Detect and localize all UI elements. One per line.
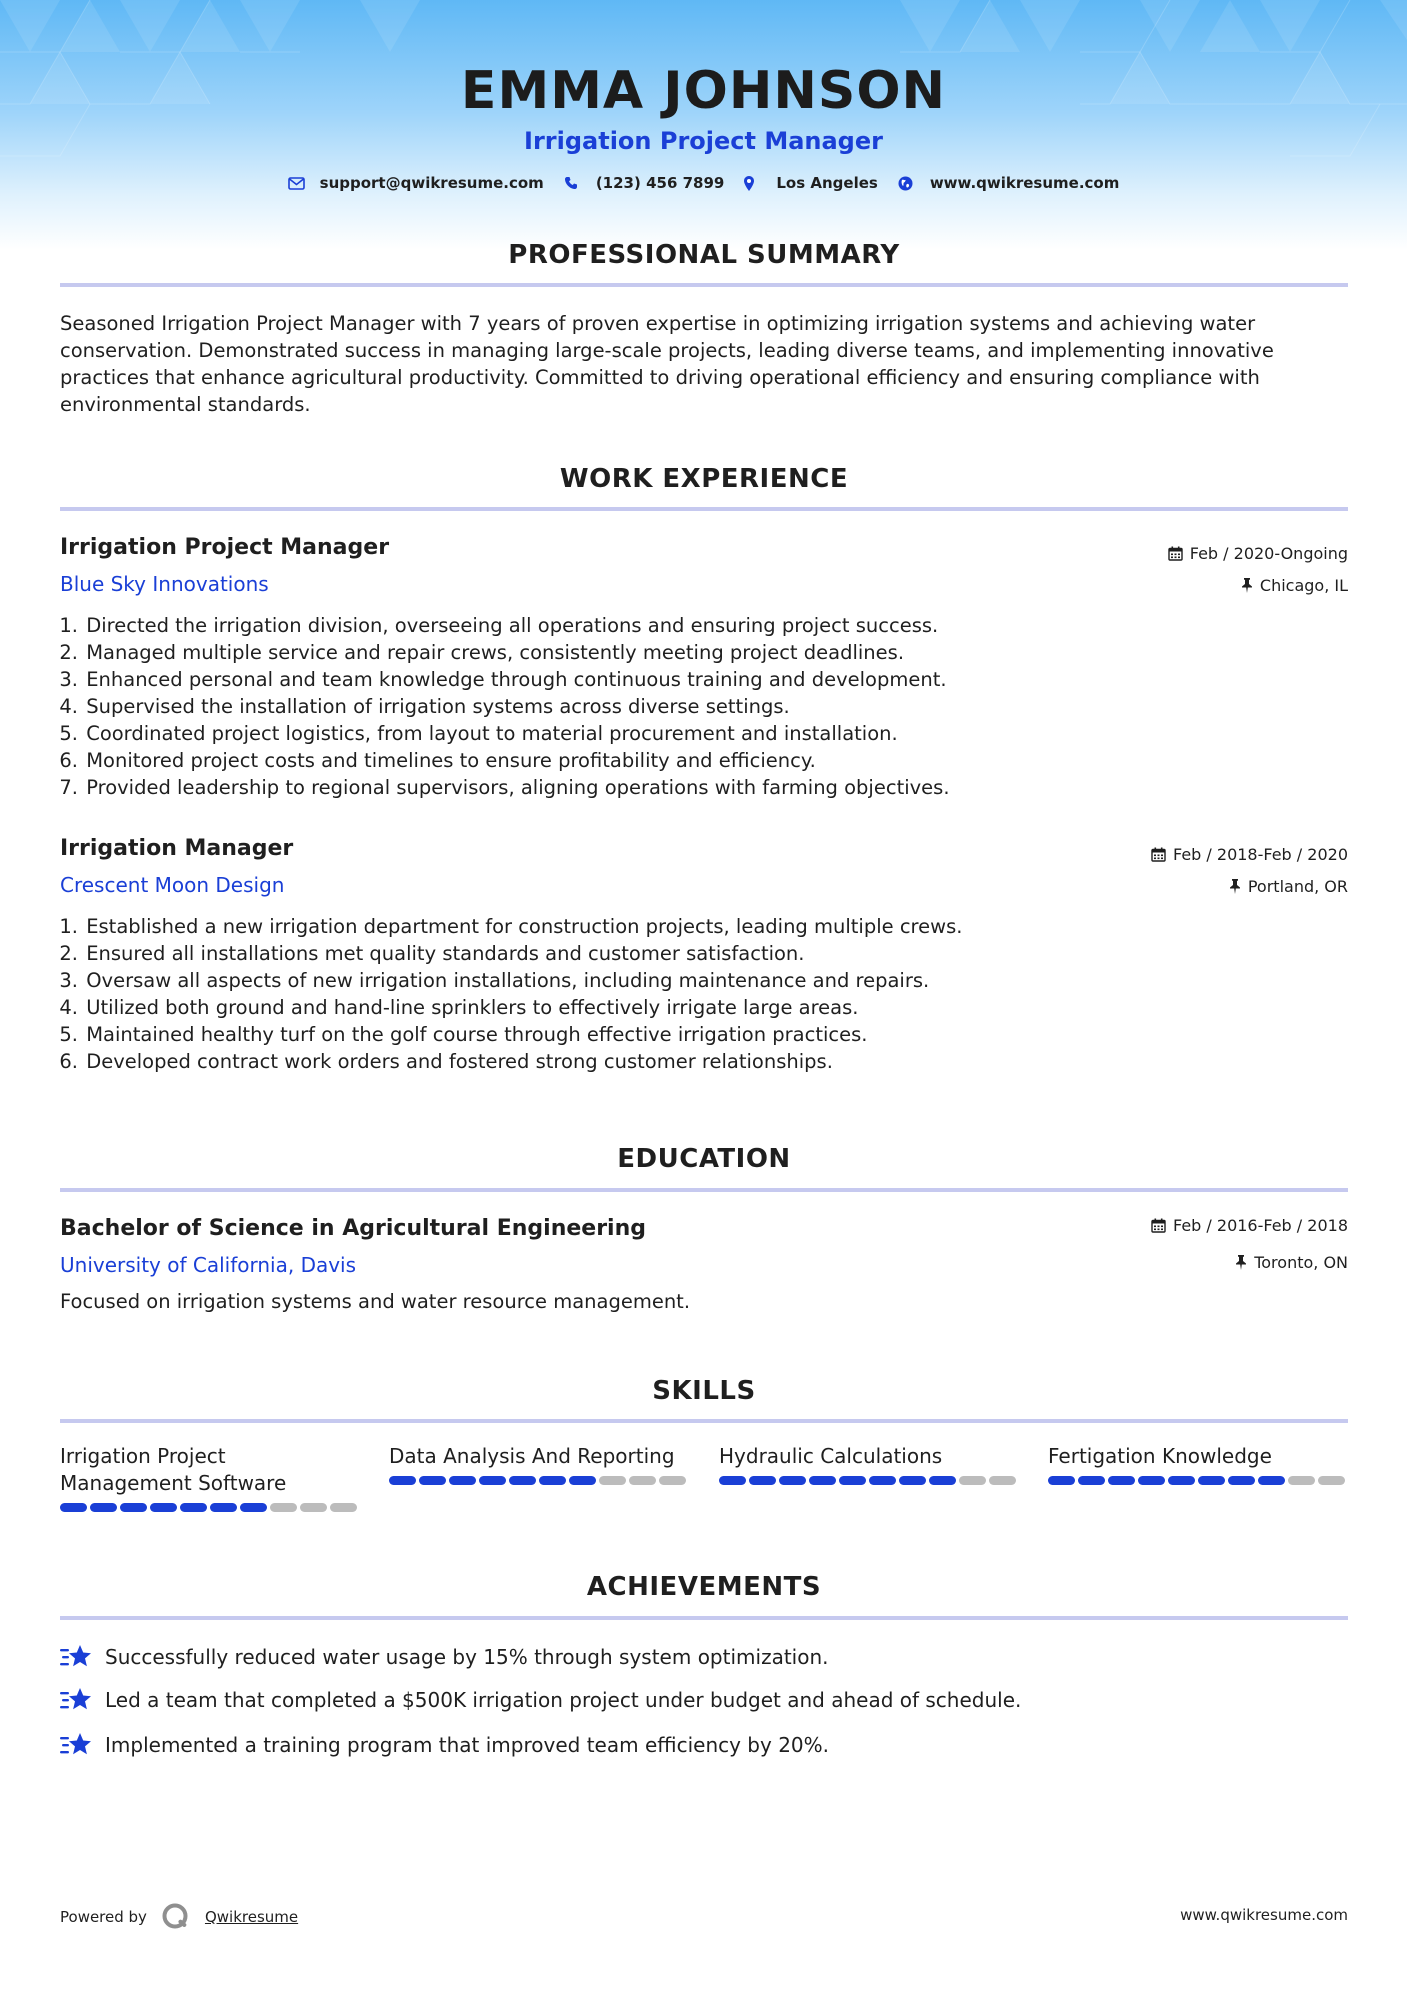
list-item: 1. Directed the irrigation division, overseeing all operations and ensuring project success.: [59, 614, 939, 637]
job-dates-text: Feb / 2020-Ongoing: [1189, 544, 1348, 563]
section-divider: [60, 1616, 1348, 1620]
resume-header: [0, 58, 1407, 192]
list-item: 3. Enhanced personal and team knowledge through continuous training and development.: [59, 668, 947, 691]
skill-segment-filled: [539, 1476, 566, 1485]
skill-name: Irrigation Project Management Software: [60, 1444, 287, 1495]
skill-segment-filled: [869, 1476, 896, 1485]
skill-segment-filled: [90, 1503, 117, 1512]
map-marker-icon: [744, 174, 770, 192]
skill-level-bar: [389, 1476, 689, 1485]
skill-segment-filled: [1048, 1476, 1075, 1485]
qwikresume-logo-icon: [161, 1902, 191, 1932]
skill-segment-empty: [270, 1503, 297, 1512]
skill-segment-empty: [959, 1476, 986, 1485]
powered-by-label: Powered by: [60, 1908, 147, 1926]
calendar-icon: [1151, 847, 1166, 862]
skill-segment-filled: [569, 1476, 596, 1485]
footer-powered-by: [60, 1902, 298, 1932]
contact-website[interactable]: [898, 174, 1120, 192]
school-name: University of California, Davis: [60, 1253, 357, 1277]
star-icon: [60, 1686, 92, 1714]
education-dates-text: Feb / 2016-Feb / 2018: [1173, 1216, 1348, 1235]
skill-name: Fertigation Knowledge: [1048, 1444, 1272, 1468]
contact-location: [744, 174, 877, 192]
skill-segment-empty: [300, 1503, 327, 1512]
skill-segment-filled: [180, 1503, 207, 1512]
contact-email-text: support@qwikresume.com: [319, 174, 544, 192]
skills-heading: SKILLS: [652, 1376, 756, 1406]
list-item: 3. Oversaw all aspects of new irrigation installations, including maintenance and repairs.: [59, 969, 930, 992]
skill-segment-filled: [60, 1503, 87, 1512]
education-description: Focused on irrigation systems and water resource management.: [60, 1290, 691, 1313]
skill-segment-filled: [240, 1503, 267, 1512]
skill-segment-empty: [629, 1476, 656, 1485]
skill-segment-filled: [749, 1476, 776, 1485]
skill-segment-filled: [419, 1476, 446, 1485]
education-heading: EDUCATION: [617, 1144, 791, 1174]
skill-segment-filled: [509, 1476, 536, 1485]
list-item: 1. Established a new irrigation department for construction projects, leading multiple crews.: [59, 915, 963, 938]
section-divider: [60, 1188, 1348, 1192]
skill-level-bar: [719, 1476, 1019, 1485]
education-location-text: Toronto, ON: [1254, 1253, 1348, 1272]
summary-heading: PROFESSIONAL SUMMARY: [508, 240, 900, 270]
contact-phone[interactable]: [564, 174, 725, 192]
skill-segment-empty: [330, 1503, 357, 1512]
skill-item: [389, 1443, 689, 1485]
summary-text: Seasoned Irrigation Project Manager with 7 years of proven expertise in optimizing irrigation systems and achieving water conservation. Demonstrated success in managing large-scale projects, leading diverse teams, and implementing innovative practices that enhance agricultural productivity. Committed to driving operational efficiency and ensuring compliance with environmental standards.: [60, 312, 1274, 416]
skill-level-bar: [60, 1503, 360, 1512]
skill-segment-filled: [150, 1503, 177, 1512]
globe-icon: [898, 174, 924, 192]
job-location-text: Portland, OR: [1247, 877, 1348, 896]
skill-segment-empty: [1318, 1476, 1345, 1485]
achievement-text: Successfully reduced water usage by 15% through system optimization.: [105, 1645, 829, 1669]
contact-bar: [0, 174, 1407, 192]
job-dates-text: Feb / 2018-Feb / 2020: [1173, 845, 1348, 864]
skill-segment-filled: [479, 1476, 506, 1485]
calendar-icon: [1151, 1218, 1166, 1233]
skill-name: Hydraulic Calculations: [719, 1444, 943, 1468]
skill-item: [719, 1443, 1019, 1485]
candidate-role: Irrigation Project Manager: [524, 127, 883, 155]
list-item: 5. Maintained healthy turf on the golf course through effective irrigation practices.: [59, 1023, 868, 1046]
list-item: 2. Ensured all installations met quality standards and customer satisfaction.: [59, 942, 805, 965]
skill-segment-filled: [1198, 1476, 1225, 1485]
list-item: 6. Developed contract work orders and fostered strong customer relationships.: [59, 1050, 833, 1073]
job-location: [1241, 576, 1348, 595]
skill-segment-filled: [839, 1476, 866, 1485]
skill-segment-filled: [120, 1503, 147, 1512]
skill-segment-empty: [659, 1476, 686, 1485]
section-divider: [60, 283, 1348, 287]
skill-segment-empty: [989, 1476, 1016, 1485]
achievements-heading: ACHIEVEMENTS: [586, 1572, 822, 1602]
degree-title: Bachelor of Science in Agricultural Engineering: [60, 1216, 647, 1241]
job-dates: [1151, 845, 1348, 864]
skill-segment-empty: [599, 1476, 626, 1485]
experience-heading: WORK EXPERIENCE: [559, 464, 849, 494]
skill-segment-filled: [1168, 1476, 1195, 1485]
list-item: 6. Monitored project costs and timelines to ensure profitability and efficiency.: [59, 749, 816, 772]
job-location-text: Chicago, IL: [1259, 576, 1348, 595]
skill-item: [1048, 1443, 1348, 1485]
contact-email[interactable]: [288, 174, 544, 192]
list-item: 5. Coordinated project logistics, from layout to material procurement and installation.: [59, 722, 898, 745]
contact-website-text: www.qwikresume.com: [929, 174, 1120, 192]
skill-segment-filled: [719, 1476, 746, 1485]
job-bullet-list: [56, 913, 1306, 1075]
list-item: 4. Supervised the installation of irrigation systems across diverse settings.: [59, 695, 790, 718]
pushpin-icon: [1235, 1255, 1247, 1270]
achievement-text: Implemented a training program that improved team efficiency by 20%.: [105, 1733, 830, 1757]
skill-segment-filled: [389, 1476, 416, 1485]
achievement-text: Led a team that completed a $500K irrigation project under budget and ahead of schedule.: [105, 1688, 1022, 1712]
skill-item: [60, 1443, 360, 1512]
skill-segment-filled: [1138, 1476, 1165, 1485]
list-item: 2. Managed multiple service and repair crews, consistently meeting project deadlines.: [59, 641, 905, 664]
skill-segment-filled: [809, 1476, 836, 1485]
job-dates: [1168, 544, 1348, 563]
envelope-icon: [288, 174, 314, 192]
star-icon: [60, 1643, 92, 1671]
calendar-icon: [1168, 546, 1183, 561]
job-title: Irrigation Project Manager: [60, 535, 390, 560]
section-divider: [60, 507, 1348, 511]
skill-segment-filled: [779, 1476, 806, 1485]
skill-segment-empty: [1288, 1476, 1315, 1485]
skill-segment-filled: [929, 1476, 956, 1485]
phone-icon: [564, 174, 590, 192]
contact-location-text: Los Angeles: [776, 174, 878, 192]
footer-website[interactable]: www.qwikresume.com: [1180, 1906, 1348, 1924]
skill-segment-filled: [1108, 1476, 1135, 1485]
job-location: [1229, 877, 1348, 896]
pushpin-icon: [1241, 578, 1253, 593]
skill-segment-filled: [449, 1476, 476, 1485]
contact-phone-text: (123) 456 7899: [595, 174, 725, 192]
skill-name: Data Analysis And Reporting: [389, 1444, 675, 1468]
skill-segment-filled: [1228, 1476, 1255, 1485]
company-name: Blue Sky Innovations: [60, 572, 269, 596]
company-name: Crescent Moon Design: [60, 873, 285, 897]
skill-level-bar: [1048, 1476, 1348, 1485]
list-item: 4. Utilized both ground and hand-line sprinklers to effectively irrigate large areas.: [59, 996, 859, 1019]
skill-segment-filled: [1078, 1476, 1105, 1485]
qwikresume-link[interactable]: Qwikresume: [204, 1908, 299, 1926]
achievement-item: [60, 1686, 1021, 1714]
achievement-item: [60, 1643, 829, 1671]
list-item: 7. Provided leadership to regional supervisors, aligning operations with farming objectives.: [59, 776, 950, 799]
education-location: [1235, 1253, 1348, 1272]
education-dates: [1151, 1216, 1348, 1235]
section-divider: [60, 1419, 1348, 1423]
achievement-item: [60, 1731, 829, 1759]
skill-segment-filled: [210, 1503, 237, 1512]
candidate-name: EMMA JOHNSON: [460, 61, 947, 121]
skill-segment-filled: [899, 1476, 926, 1485]
star-icon: [60, 1731, 92, 1759]
job-bullet-list: [56, 612, 1306, 801]
skill-segment-filled: [1258, 1476, 1285, 1485]
job-title: Irrigation Manager: [60, 836, 294, 861]
pushpin-icon: [1229, 879, 1241, 894]
